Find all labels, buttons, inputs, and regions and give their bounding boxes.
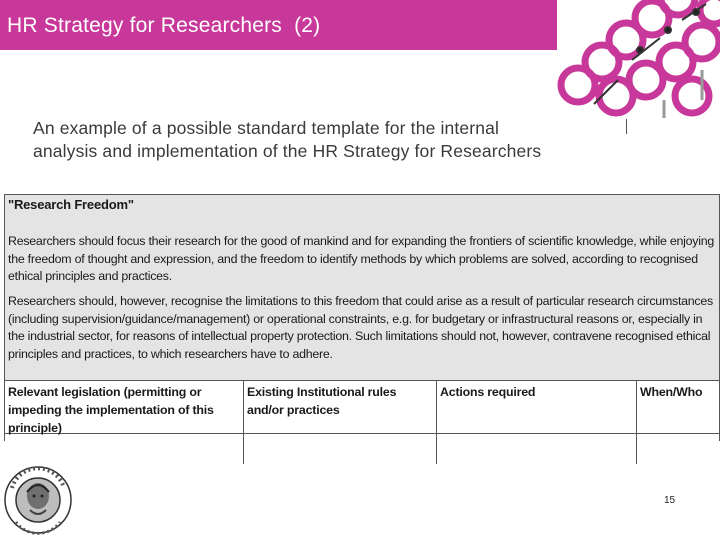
template-table [4,194,720,441]
slide-title: HR Strategy for Researchers (2) [7,14,321,37]
purple-circles-logo-art [556,0,720,118]
table-header-row [5,381,719,434]
text-cursor-mark [626,119,627,134]
table-empty-row [5,434,719,458]
column-header-institutional-rules: Existing Institutional rules and/or practices [243,381,436,433]
column-header-actions: Actions required [436,381,636,433]
principle-paragraph-1: Researchers should focus their research for the good of mankind and for expanding the frontiers of scientific knowledge, while enjoying the freedom of thought and expression, and the freedom to identify methods by which problems are solved, according to recognised ethical principles and practices. [8,234,714,283]
cell-divider [243,434,244,464]
title-bar [0,0,557,50]
cell-divider [636,434,637,464]
principle-section [5,195,719,381]
university-seal-icon [2,458,74,540]
intro-text [33,117,633,163]
column-header-legislation: Relevant legislation (permitting or impeding the implementation of this principle) [8,385,214,435]
principle-heading: "Research Freedom" [8,197,134,212]
column-header-when-who: When/Who [636,381,719,433]
intro-line-1: An example of a possible standard template for the internal [33,118,500,138]
principle-paragraph-2: Researchers should, however, recognise the limitations to this freedom that could arise as a result of particular research circumstances (including supervision/guidance/management) or operational constraints, e.g. for budgetary or infrastructural reasons or, especially in the industrial sector, for reasons of intellectual property protection. Such limitations should not, however, contravene recognised ethical principles and practices, to which researchers have to adhere. [8,294,713,361]
cell-divider [436,434,437,464]
template-scan [0,188,720,458]
page-number: 15 [664,495,676,506]
intro-line-2: analysis and implementation of the HR Strategy for Researchers [33,141,542,161]
